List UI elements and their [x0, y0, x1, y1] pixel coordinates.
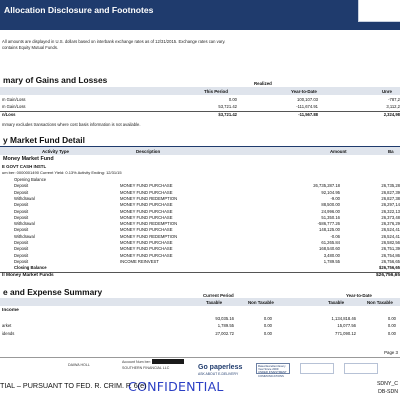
- activity-type: Withdrawal: [14, 195, 35, 201]
- bates-number: SDNY_C: [376, 381, 398, 387]
- activity-type: Withdrawal: [14, 221, 35, 227]
- description: MONEY FUND PURCHASE: [120, 189, 173, 195]
- table-row: [0, 259, 400, 265]
- mmf-subtitle: Money Market Fund: [3, 156, 54, 162]
- amount: 61,265.84: [321, 240, 340, 245]
- cp-taxable: 1,789.55: [217, 323, 234, 329]
- amount: 3,480.00: [323, 252, 340, 258]
- amount: 148,125.00: [319, 227, 340, 233]
- table-row: [0, 190, 400, 196]
- table-row: [0, 246, 400, 252]
- amount: 51,350.16: [321, 214, 340, 220]
- amount: 1,789.55: [323, 258, 340, 264]
- col-description: Description: [136, 148, 161, 154]
- ytd-nontaxable: 0.00: [387, 323, 396, 329]
- table-row-total: [0, 112, 400, 118]
- amount: 92,104.95: [321, 189, 340, 195]
- page-header: [0, 0, 400, 30]
- description: MONEY FUND PURCHASE: [120, 202, 173, 208]
- amount: 88,500.00: [321, 202, 340, 208]
- ytd-value: -111,674.91: [296, 104, 318, 109]
- row-label: m Gain/Loss: [2, 104, 26, 109]
- description: MONEY FUND REDEMPTION: [120, 195, 178, 201]
- description: MONEY FUND REDEMPTION: [120, 233, 178, 239]
- description: MONEY FUND REDEMPTION: [120, 221, 178, 227]
- col-this-period: This Period: [204, 88, 228, 94]
- unrealized-value: -787,2: [388, 97, 400, 102]
- mmf-total-label: ll Money Market Funds: [2, 273, 54, 278]
- activity-type: Deposit: [14, 258, 29, 264]
- cp-taxable: 93,035.16: [215, 316, 234, 321]
- redaction-bar: [152, 359, 184, 364]
- disclosure-note: contains Equity Mutual Funds.: [2, 45, 59, 50]
- balance: 26,754,86: [381, 252, 400, 258]
- cp-nontaxable: 0.00: [263, 323, 272, 329]
- ytd-value: 100,107.03: [297, 97, 318, 102]
- balance: 26,756,65: [381, 258, 400, 264]
- table-row: [0, 253, 400, 259]
- balance: 26,735,28: [381, 183, 400, 189]
- this-period-value: 53,721.42: [218, 104, 237, 109]
- balance: 26,297,14: [381, 202, 400, 208]
- realized-label: Realized: [254, 81, 272, 86]
- table-row: [0, 316, 400, 322]
- description: MONEY FUND PURCHASE: [120, 240, 173, 245]
- balance: 26,376,29: [381, 221, 400, 227]
- activity-type: Closing Balance: [14, 265, 47, 271]
- table-row: [0, 196, 400, 202]
- table-row: [0, 215, 400, 221]
- mmf-title: y Market Fund Detail: [3, 135, 85, 145]
- balance: 26,322,13: [381, 208, 400, 214]
- this-period-value: 0.00: [228, 97, 237, 102]
- table-row: [0, 323, 400, 329]
- row-label: m Gain/Loss: [2, 97, 26, 102]
- col-cp-nontaxable: Non Taxable: [248, 299, 274, 305]
- gains-losses-title: mary of Gains and Losses: [3, 75, 108, 85]
- page-title: Allocation Disclosure and Footnotes: [4, 5, 154, 15]
- activity-type: Deposit: [14, 214, 29, 220]
- description: MONEY FUND PURCHASE: [120, 252, 173, 258]
- balance: $26,756,65: [379, 265, 400, 271]
- total-rule: [0, 272, 400, 273]
- table-row: [0, 183, 400, 189]
- amount: -0.06: [330, 233, 340, 239]
- account-number-label: Account Num ber:: [122, 360, 151, 364]
- table-row: [0, 227, 400, 233]
- unrealized-value: 3,112,2: [386, 104, 400, 109]
- col-amount: Amount: [330, 148, 347, 154]
- cp-nontaxable: 0.00: [263, 330, 272, 336]
- cp-taxable: 27,002.72: [215, 330, 234, 336]
- ytd-label: Year-to-Date: [346, 293, 372, 298]
- mmf-total-value: $26,756,65: [375, 273, 400, 278]
- balance: 26,524,41: [381, 233, 400, 239]
- table-row: [0, 97, 400, 103]
- total-rule: [0, 111, 400, 112]
- income-section-label: Income: [2, 308, 19, 313]
- award-logo: [256, 363, 290, 378]
- cp-nontaxable: 0.00: [263, 316, 272, 321]
- amount: 168,540.60: [319, 246, 340, 252]
- bates-number: DB-SDN: [378, 389, 398, 395]
- activity-type: Deposit: [14, 252, 29, 258]
- balance: 26,524,41: [381, 227, 400, 233]
- description: MONEY FUND PURCHASE: [120, 227, 173, 233]
- description: INCOME REINVEST: [120, 258, 159, 264]
- col-balance: Ba: [388, 148, 394, 154]
- header-logo-box: [358, 0, 400, 22]
- go-paperless-logo: Go paperless: [198, 364, 243, 371]
- income-expense-title: e and Expense Summary: [3, 287, 103, 297]
- footer-small-text: DAIWA HOLL: [68, 363, 90, 367]
- amount: 26,735,287.18: [313, 183, 340, 189]
- col-year-to-date: Year-to-Date: [291, 88, 317, 94]
- bottom-legal-text: TIAL – PURSUANT TO FED. R. CRIM. P. 6(e): [0, 381, 147, 390]
- activity-type: Opening Balance: [14, 177, 47, 182]
- balance: 26,827,38: [381, 195, 400, 201]
- amount: -586,777.26: [317, 221, 340, 227]
- ytd-taxable: 771,090.12: [335, 330, 356, 336]
- current-period-label: Current Period: [203, 293, 234, 298]
- description: MONEY FUND PURCHASE: [120, 214, 173, 220]
- activity-type: Deposit: [14, 189, 29, 195]
- table-row: [0, 202, 400, 208]
- balance: 26,373,48: [381, 214, 400, 220]
- unrealized-value: 2,324,98: [383, 112, 400, 117]
- partner-logo: [344, 363, 378, 374]
- table-row: [0, 240, 400, 246]
- partner-logo: [300, 363, 334, 374]
- gains-footnote: mmary excludes transactions where cost basis information is not available.: [2, 122, 141, 127]
- this-period-value: $3,721.42: [218, 112, 237, 117]
- row-label: idends: [2, 330, 15, 336]
- balance: 26,751,39: [381, 246, 400, 252]
- mmf-table-header: [0, 147, 400, 155]
- amount: -9.00: [330, 195, 340, 201]
- award-logo-text: Rated Excellent Every Year Since 2009 UNDER INVESTMENT COMMUNICATIONS: [258, 364, 287, 378]
- description: MONEY FUND PURCHASE: [120, 246, 173, 252]
- ytd-taxable: 1,134,818.46: [331, 316, 356, 321]
- table-row: [0, 221, 400, 227]
- col-ytd-nontaxable: Non Taxable: [367, 299, 393, 305]
- footer-rule: [0, 357, 400, 358]
- row-label: n/Loss: [2, 112, 16, 117]
- ytd-nontaxable: 0.00: [387, 316, 396, 321]
- activity-type: Deposit: [14, 208, 29, 214]
- table-row: [0, 209, 400, 215]
- table-row: [0, 331, 400, 337]
- account-name: SOUTHERN FINANCIAL LLC: [122, 366, 170, 370]
- fund-name: E GOVT CASH INSTL: [2, 164, 47, 169]
- description: MONEY FUND PURCHASE: [120, 183, 173, 189]
- activity-type: Deposit: [14, 246, 29, 252]
- activity-type: Deposit: [14, 202, 29, 208]
- balance: 26,827,39: [381, 189, 400, 195]
- gains-table-header: [0, 87, 400, 95]
- col-ytd-taxable: Taxable: [328, 299, 345, 305]
- row-label: arket: [2, 323, 12, 329]
- ytd-taxable: 15,077.56: [337, 323, 356, 329]
- ytd-nontaxable: 0.00: [387, 330, 396, 336]
- table-row: [0, 104, 400, 110]
- activity-type: Deposit: [14, 240, 29, 245]
- description: MONEY FUND PURCHASE: [120, 208, 173, 214]
- disclosure-note: All amounts are displayed in U.S. dollars based on interbank exchange rates as of 12/31/2015. Exchange rates can vary.: [2, 39, 226, 44]
- activity-type: Withdrawal: [14, 233, 35, 239]
- income-table-header: [0, 298, 400, 306]
- table-row: [0, 234, 400, 240]
- col-unrealized: Unre: [382, 88, 393, 94]
- confidential-stamp: CONFIDENTIAL: [128, 379, 224, 394]
- balance: 26,582,56: [381, 240, 400, 245]
- go-paperless-subtext: ASK ABOUT E-DELIVERY: [198, 372, 239, 376]
- activity-type: Deposit: [14, 183, 29, 189]
- fund-info: um ber: 0000001490 Current Yield: 0.13% Activity Ending: 12/31/15: [2, 170, 122, 175]
- activity-type: Deposit: [14, 227, 29, 233]
- col-activity-type: Activity Type: [42, 148, 70, 154]
- col-cp-taxable: Taxable: [206, 299, 223, 305]
- amount: 24,996.00: [321, 208, 340, 214]
- page-number: Page 3: [384, 350, 398, 355]
- table-row: [0, 265, 400, 271]
- ytd-value: -11,567.88: [298, 112, 318, 117]
- table-row: [0, 177, 400, 183]
